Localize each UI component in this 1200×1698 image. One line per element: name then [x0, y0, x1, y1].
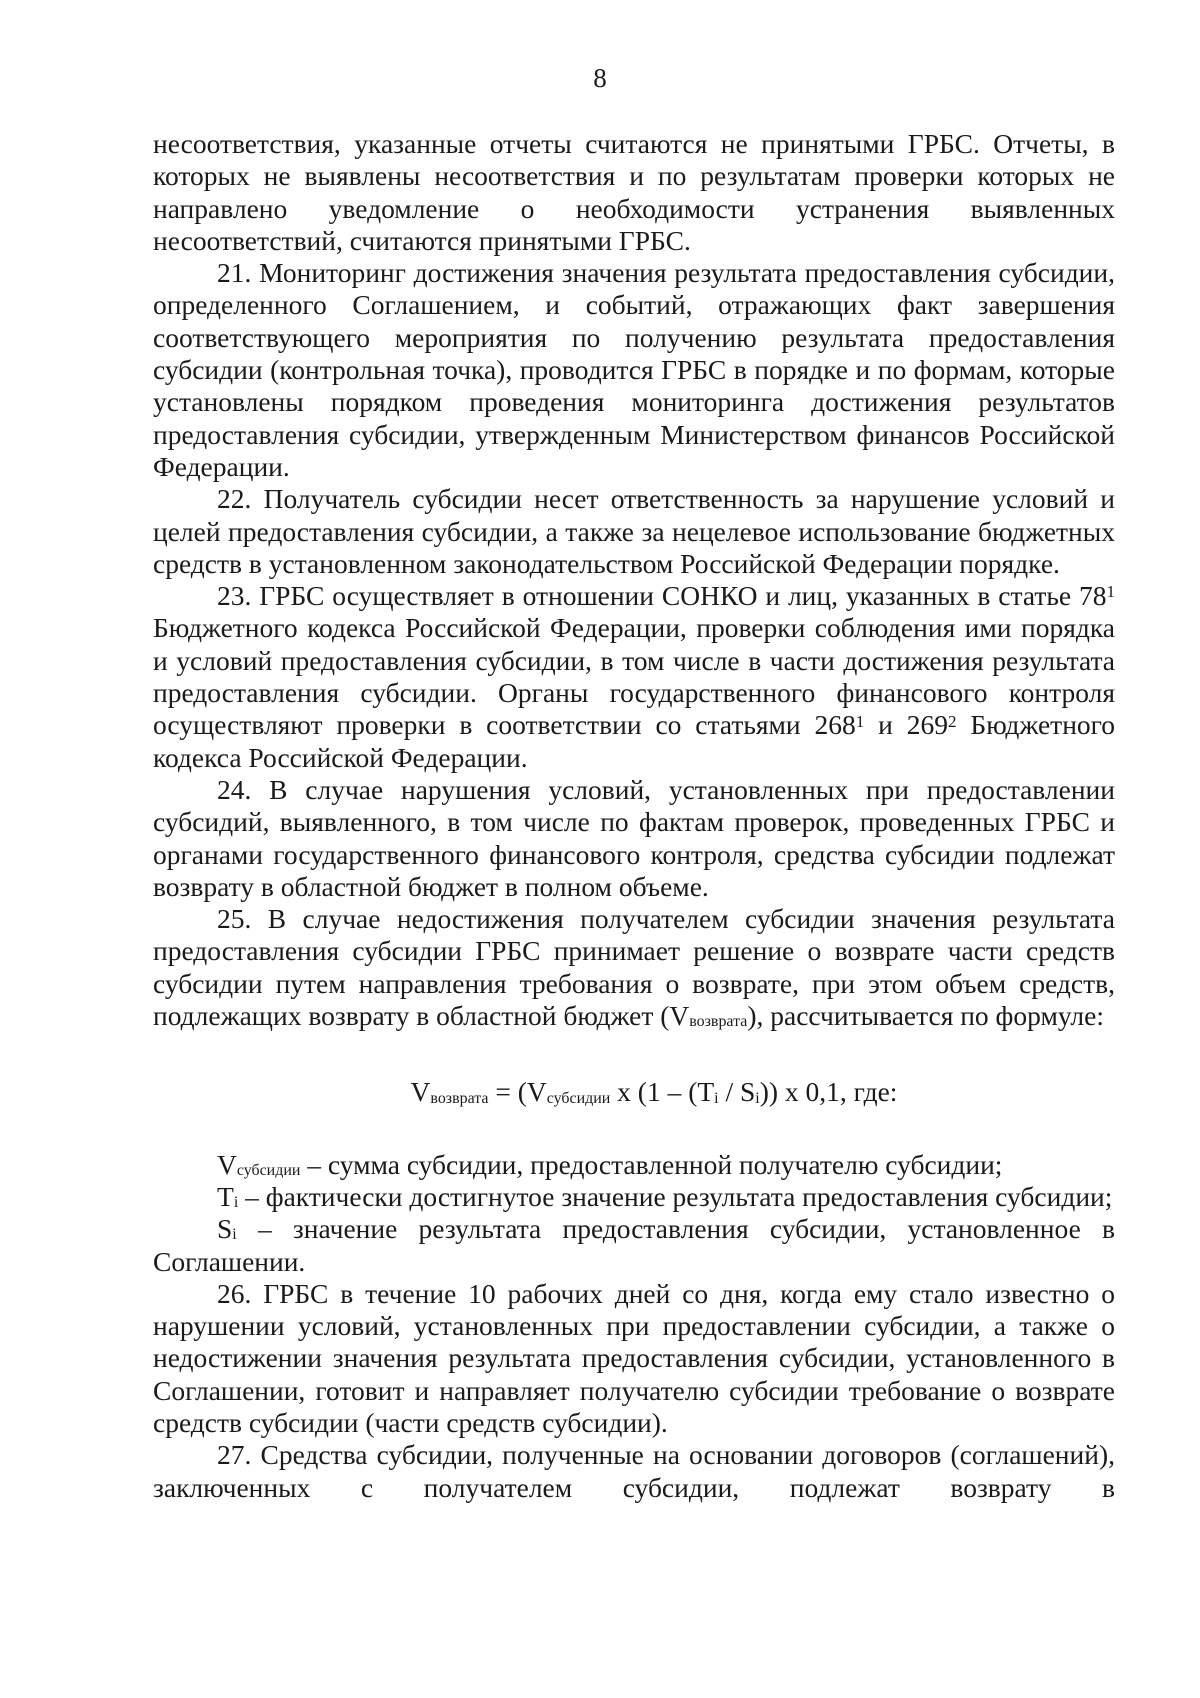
paragraph-25: [153, 903, 1115, 1032]
definition-t: [153, 1181, 1115, 1213]
paragraph-23-part-b: Бюджетного кодекса Российской Федерации, проверки соблюдения ими порядка и условий предоставления субсидии, в том числе в части достижения результата предоставления субсидии. Органы государственного финансового контроля осуществляют проверки в соответствии со статьями 268: [153, 612, 1115, 741]
definition-s-text: – значение результата предоставления субсидии, установленное в Соглашении.: [153, 1213, 1115, 1277]
paragraph-22: 22. Получатель субсидии несет ответственность за нарушение условий и целей предоставления субсидии, а также за нецелевое использование бюджетных средств в установленном законодательством Российской Федерации порядке.: [153, 483, 1115, 579]
definition-t-text: – фактически достигнутое значение результата предоставления субсидии;: [238, 1180, 1113, 1212]
paragraph-27: 27. Средства субсидии, полученные на основании договоров (соглашений), заключенных с получателем субсидии, подлежат возврату в: [153, 1439, 1115, 1503]
definition-t-sub: i: [233, 1194, 239, 1212]
formula-s-sub: i: [755, 1089, 760, 1107]
definition-v-sub: субсидии: [236, 1161, 301, 1179]
paragraph-intro: несоответствия, указанные отчеты считаются не принятыми ГРБС. Отчеты, в которых не выявлены несоответствия и по результатам проверки которых не направлено уведомление о необходимости устранения выявленных несоответствий, считаются принятыми ГРБС.: [153, 128, 1115, 256]
paragraph-23-sup-a: 1: [1106, 582, 1115, 602]
paragraph-23-part-c: и 269: [864, 709, 949, 741]
formula-end: )) x 0,1, где:: [759, 1076, 898, 1108]
paragraph-21: 21. Мониторинг достижения значения результата предоставления субсидии, определенного Соглашением, и событий, отражающих факт завершения соответствующего мероприятия по получению результата предоставления субсидии (контрольная точка), проводится ГРБС в порядке и по формам, которые установлены порядком проведения мониторинга достижения результатов предоставления субсидии, утвержденным Министерством финансов Российской Федерации.: [153, 257, 1115, 482]
paragraph-26: 26. ГРБС в течение 10 рабочих дней со дня, когда ему стало известно о нарушении условий, установленных при предоставлении субсидии, а также о недостижении значения результата предоставления субсидии, установленного в Соглашении, готовит и направляет получателю субсидии требование о возврате средств субсидии (части средств субсидии).: [153, 1277, 1115, 1438]
paragraph-25-sub: возврата: [689, 1013, 748, 1031]
document-body: [153, 128, 1115, 1504]
definition-t-symbol: T: [217, 1180, 234, 1212]
formula-v-sub: возврата: [430, 1089, 489, 1107]
definition-s-symbol: S: [217, 1213, 233, 1245]
definition-v-subsidy: [153, 1149, 1115, 1181]
refund-formula: [153, 1076, 1115, 1108]
formula-slash: / S: [718, 1076, 756, 1108]
paragraph-23-part-d: Бюджетного кодекса Российской Федерации.: [153, 709, 1116, 773]
formula-vs-sub: субсидии: [546, 1089, 611, 1107]
formula-mid: x (1 – (T: [610, 1076, 715, 1108]
definition-s-sub: i: [232, 1226, 237, 1244]
paragraph-25-part-b: ), рассчитывается по формуле:: [747, 1000, 1104, 1032]
formula-eq: = (V: [488, 1076, 547, 1108]
paragraph-23-part-a: 23. ГРБС осуществляет в отношении СОНКО и лиц, указанных в статье 78: [217, 580, 1107, 612]
paragraph-23-sup-c: 2: [948, 711, 957, 731]
paragraph-23: [153, 580, 1115, 774]
page-number: 8: [593, 63, 607, 93]
paragraph-24: 24. В случае нарушения условий, установленных при предоставлении субсидий, выявленного, в том числе по фактам проверок, проведенных ГРБС и органами государственного финансового контроля, средства субсидии подлежат возврату в областной бюджет в полном объеме.: [153, 773, 1115, 902]
definition-s: [153, 1213, 1115, 1278]
paragraph-23-sup-b: 1: [855, 711, 865, 731]
definition-v-symbol: V: [217, 1148, 237, 1180]
formula-t-sub: i: [714, 1089, 719, 1107]
paragraph-25-part-a: 25. В случае недостижения получателем субсидии значения результата предоставления субсидии ГРБС принимает решение о возврате части средств субсидии путем направления требования о возврате, при этом объем средств, подлежащих возврату в областной бюджет (V: [153, 903, 1115, 1032]
formula-v: V: [410, 1076, 431, 1108]
definition-v-text: – сумма субсидии, предоставленной получателю субсидии;: [300, 1148, 1003, 1180]
